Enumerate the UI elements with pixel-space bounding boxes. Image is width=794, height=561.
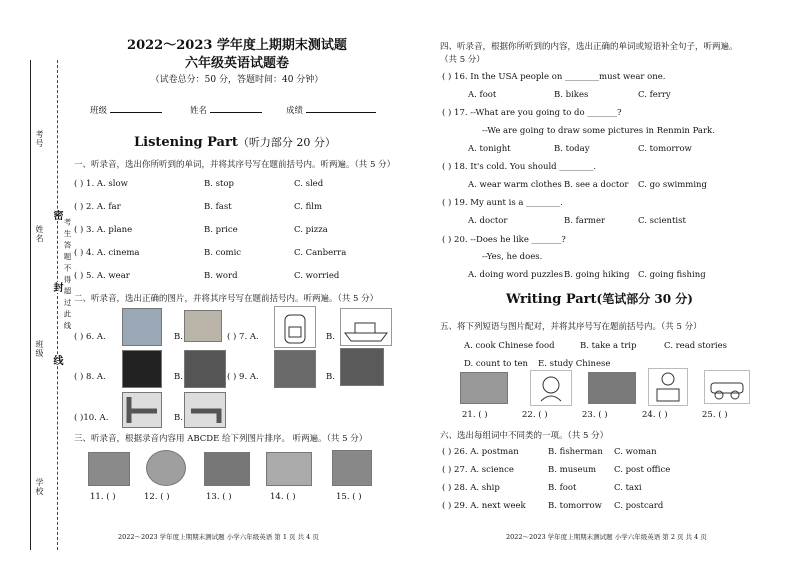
q29-option-c: C. postcard — [614, 501, 664, 511]
q19-option-c: C. scientist — [638, 216, 686, 226]
binding-line — [30, 60, 31, 550]
q27-item: ( ) 27. A. science — [442, 465, 514, 475]
q21-picture — [460, 372, 508, 404]
q25-answer[interactable]: 25. ( ) — [702, 410, 728, 420]
exam-no-label: 考号 — [35, 130, 44, 148]
q20-option-c: C. going fishing — [638, 270, 706, 280]
q8-label: ( ) 8. A. — [74, 372, 106, 382]
q1-item: ( ) 1. A. slow — [74, 179, 128, 189]
q13-picture — [204, 452, 250, 486]
q1-item: ( ) 5. A. wear — [74, 271, 130, 281]
seal-char-2: 封 — [51, 282, 62, 293]
section-3-instructions: 三、听录音，根据录音内容用 ABCDE 给下列图片排序。 听两遍。（共 5 分） — [74, 434, 368, 444]
q1-option-b: B. fast — [204, 202, 232, 212]
q27-option-b: B. museum — [548, 465, 597, 475]
q27-option-c: C. post office — [614, 465, 671, 475]
q21-answer[interactable]: 21. ( ) — [462, 410, 488, 420]
q24-answer[interactable]: 24. ( ) — [642, 410, 668, 420]
exam-title: 2022～2023 学年度上期期末测试题 — [127, 38, 347, 53]
q10-picture-a — [122, 392, 162, 428]
q18-option-b: B. see a doctor — [564, 180, 629, 190]
writing-heading: Writing Part(笔试部分 30 分) — [506, 292, 693, 307]
reading-child-icon — [649, 369, 687, 405]
q6-label: ( ) 6. A. — [74, 332, 106, 342]
q22-picture — [530, 370, 572, 406]
section-4-instructions: 四、听录音，根据你所听到的内容，选出正确的单词或短语补全句子，听两遍。 — [440, 42, 738, 52]
class-label: 班级 — [35, 340, 44, 358]
q20-reply: --Yes, he does. — [482, 252, 543, 262]
road-map-icon — [185, 393, 225, 427]
q13-answer[interactable]: 13. ( ) — [206, 492, 232, 502]
q1-option-c: C. pizza — [294, 225, 328, 235]
q28-option-b: B. foot — [548, 483, 577, 493]
listening-heading: Listening Part（听力部分 20 分） — [134, 135, 336, 150]
page-2-footer: 2022～2023 学年度上期期末测试题 小学六年级英语 第 2 页 共 4 页 — [506, 533, 707, 541]
q17-option-b: B. today — [554, 144, 590, 154]
score-field[interactable] — [306, 112, 376, 113]
q6-b-label: B. — [174, 332, 183, 342]
q18-stem: ( ) 18. It's cold. You should ________. — [442, 162, 597, 172]
girl-counting-icon — [531, 371, 571, 405]
q28-option-c: C. taxi — [614, 483, 642, 493]
q19-option-b: B. farmer — [564, 216, 606, 226]
q10-picture-b — [184, 392, 226, 428]
q26-option-c: C. woman — [614, 447, 657, 457]
q14-answer[interactable]: 14. ( ) — [270, 492, 296, 502]
q7-picture-b — [340, 308, 392, 346]
section-5-instructions: 五、将下列短语与图片配对，并将其序号写在题前括号内。（共 5 分） — [440, 322, 702, 332]
q1-option-c: C. sled — [294, 179, 324, 189]
section-1-instructions: 一、听录音，选出你所听到的单词，并将其序号写在题前括号内。听两遍。（共 5 分） — [74, 160, 396, 170]
q14-picture — [266, 452, 312, 486]
phrase-c: C. read stories — [664, 341, 727, 351]
phrase-e: E. study Chinese — [538, 359, 611, 369]
q17-option-a: A. tonight — [468, 144, 511, 154]
q26-option-b: B. fisherman — [548, 447, 603, 457]
name-field[interactable] — [210, 112, 262, 113]
q23-picture — [588, 372, 636, 404]
q7-b-label: B. — [326, 332, 335, 342]
page-1 — [72, 0, 402, 561]
q1-option-c: C. film — [294, 202, 323, 212]
q9-picture-b — [340, 348, 384, 386]
phrase-a: A. cook Chinese food — [464, 341, 555, 351]
q6-picture-b — [184, 310, 222, 342]
q8-b-label: B. — [174, 372, 183, 382]
q19-stem: ( ) 19. My aunt is a ________. — [442, 198, 563, 208]
q16-option-a: A. foot — [468, 90, 497, 100]
q18-option-a: A. wear warm clothes — [468, 180, 562, 190]
class-field[interactable] — [110, 112, 162, 113]
q18-option-c: C. go swimming — [638, 180, 707, 190]
q24-picture — [648, 368, 688, 406]
section-2-instructions: 二、听录音，选出正确的图片，并将其序号写在题前括号内。听两遍。（共 5 分） — [74, 294, 379, 304]
q8-picture-b — [184, 350, 226, 388]
q1-option-b: B. price — [204, 225, 238, 235]
margin-note: 考生答题不得超过此线 — [63, 218, 72, 333]
q23-answer[interactable]: 23. ( ) — [582, 410, 608, 420]
q10-label: ( )10. A. — [74, 413, 109, 423]
q6-picture-a — [122, 308, 162, 346]
q1-option-b: B. stop — [204, 179, 234, 189]
road-map-icon — [123, 393, 161, 427]
seal-dashed-line — [57, 60, 58, 550]
q1-item: ( ) 3. A. plane — [74, 225, 133, 235]
q1-item: ( ) 4. A. cinema — [74, 248, 140, 258]
q8-picture-a — [122, 350, 162, 388]
q20-option-b: B. going hiking — [564, 270, 630, 280]
q11-answer[interactable]: 11. ( ) — [90, 492, 116, 502]
q25-picture — [704, 370, 750, 404]
q29-option-b: B. tomorrow — [548, 501, 602, 511]
q26-item: ( ) 26. A. postman — [442, 447, 519, 457]
q17-option-c: C. tomorrow — [638, 144, 692, 154]
q12-answer[interactable]: 12. ( ) — [144, 492, 170, 502]
exam-info: （试卷总分：50 分，答题时间：40 分钟） — [150, 75, 324, 85]
q20-stem: ( ) 20. --Does he like _______? — [442, 235, 566, 245]
q1-option-c: C. Canberra — [294, 248, 347, 258]
seal-char-3: 线 — [51, 355, 62, 366]
q22-answer[interactable]: 22. ( ) — [522, 410, 548, 420]
q19-option-a: A. doctor — [468, 216, 508, 226]
q20-option-a: A. doing word puzzles — [468, 270, 564, 280]
q28-item: ( ) 28. A. ship — [442, 483, 500, 493]
section-6-instructions: 六、选出每组词中不同类的一项。（共 5 分） — [440, 431, 609, 441]
page-2 — [438, 0, 788, 561]
score-field-label: 成绩 — [286, 106, 304, 116]
q11-picture — [88, 452, 130, 486]
seal-char-1: 密 — [51, 210, 62, 221]
q16-stem: ( ) 16. In the USA people on ________must wear one. — [442, 72, 666, 82]
section-4-points: （共 5 分） — [440, 55, 485, 65]
q10-b-label: B. — [174, 413, 183, 423]
car-icon — [705, 371, 749, 403]
q9-label: ( ) 9. A. — [227, 372, 259, 382]
q1-option-c: C. worried — [294, 271, 340, 281]
binding-margin — [0, 0, 72, 561]
q17-reply: --We are going to draw some pictures in Renmin Park. — [482, 126, 715, 136]
name-field-label: 姓名 — [190, 106, 208, 116]
q17-stem: ( ) 17. --What are you going to do _______? — [442, 108, 622, 118]
q9-b-label: B. — [326, 372, 335, 382]
phrase-d: D. count to ten — [464, 359, 529, 369]
q1-item: ( ) 2. A. far — [74, 202, 121, 212]
exam-subtitle: 六年级英语试题卷 — [184, 56, 289, 71]
q16-option-c: C. ferry — [638, 90, 671, 100]
ship-icon — [341, 309, 391, 345]
backpack-icon — [275, 307, 315, 347]
q12-picture — [146, 450, 186, 486]
q9-picture-a — [274, 350, 316, 388]
q15-answer[interactable]: 15. ( ) — [336, 492, 362, 502]
q7-picture-a — [274, 306, 316, 348]
class-field-label: 班级 — [90, 106, 108, 116]
q15-picture — [332, 450, 372, 486]
name-label: 姓名 — [35, 225, 44, 243]
page-1-footer: 2022～2023 学年度上期期末测试题 小学六年级英语 第 1 页 共 4 页 — [118, 533, 319, 541]
q7-label: ( ) 7. A. — [227, 332, 259, 342]
school-label: 学校 — [35, 478, 44, 496]
q1-option-b: B. comic — [204, 248, 242, 258]
q29-item: ( ) 29. A. next week — [442, 501, 526, 511]
q16-option-b: B. bikes — [554, 90, 589, 100]
q1-option-b: B. word — [204, 271, 238, 281]
phrase-b: B. take a trip — [580, 341, 637, 351]
